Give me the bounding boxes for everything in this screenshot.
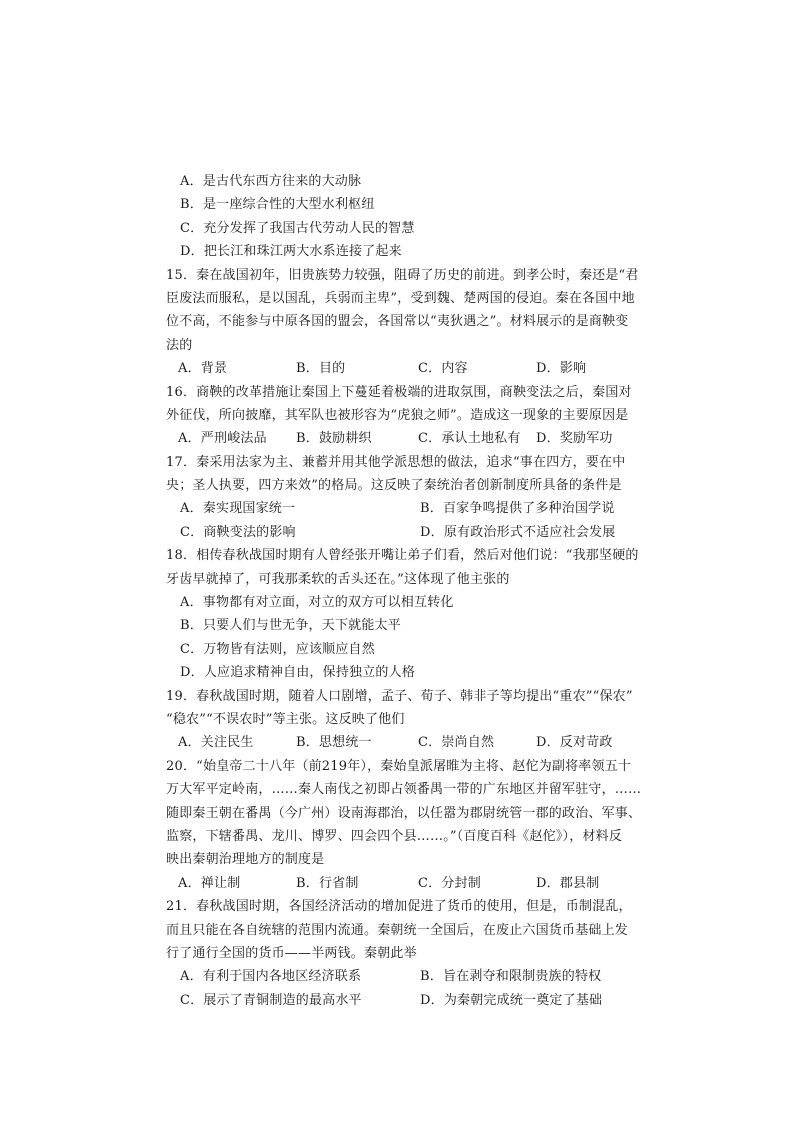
question-text-line: 21．春秋战国时期，各国经济活动的增加促进了货币的使用，但是，币制混乱， bbox=[166, 899, 632, 915]
option-b[interactable]: B．思想统一 bbox=[296, 735, 372, 751]
question-21-options-row-2 bbox=[166, 989, 636, 1012]
question-text-line: 法的 bbox=[166, 337, 193, 353]
question-text-line: 央；圣人执要，四方来效”的格局。这反映了秦统治者创新制度所具备的条件是 bbox=[166, 478, 622, 494]
option-c[interactable]: C．展示了青铜制造的最高水平 bbox=[180, 992, 362, 1008]
question-text-line: 17．秦采用法家为主、兼蓄并用其他学派思想的做法，追求“事在四方，要在中 bbox=[166, 454, 626, 470]
option-d[interactable]: D．人应追求精神自由，保持独立的人格 bbox=[180, 665, 416, 681]
option-d[interactable]: D．为秦朝完成统一奠定了基础 bbox=[420, 992, 603, 1008]
option-a[interactable]: A．事物都有对立面，对立的双方可以相互转化 bbox=[180, 595, 454, 611]
option-b[interactable]: B．目的 bbox=[296, 361, 346, 377]
question-20 bbox=[166, 755, 642, 895]
question-text-line: 位不高，不能参与中原各国的盟会，各国常以“夷狄遇之”。材料展示的是商鞅变 bbox=[166, 314, 629, 330]
option-a[interactable]: A．秦实现国家统一 bbox=[180, 501, 296, 517]
option-c[interactable]: C．崇尚自然 bbox=[418, 735, 495, 751]
option-c[interactable]: C．承认土地私有 bbox=[418, 431, 521, 447]
question-15-options bbox=[166, 357, 636, 380]
option-d[interactable]: D．把长江和珠江两大水系连接了起来 bbox=[180, 244, 402, 260]
option-c[interactable]: C．商鞅变法的影响 bbox=[180, 524, 296, 540]
question-text-line: 而且只能在各自统辖的范围内流通。秦朝统一全国后，在废止六国货币基础上发 bbox=[166, 922, 629, 938]
question-19 bbox=[166, 685, 636, 755]
question-19-options bbox=[166, 731, 636, 754]
question-14-options bbox=[166, 170, 636, 264]
option-b[interactable]: B．行省制 bbox=[296, 875, 359, 891]
option-d[interactable]: D．郡县制 bbox=[536, 875, 600, 891]
question-text-line: 牙齿早就掉了，可我那柔软的舌头还在。”这体现了他主张的 bbox=[166, 571, 510, 587]
option-a[interactable]: A．有利于国内各地区经济联系 bbox=[180, 969, 362, 985]
question-21 bbox=[166, 895, 636, 1012]
question-15 bbox=[166, 264, 639, 381]
question-text-line: 15．秦在战国初年，旧贵族势力较强，阻碍了历史的前进。到孝公时，秦还是“君 bbox=[166, 267, 639, 283]
option-d[interactable]: D．原有政治形式不适应社会发展 bbox=[420, 524, 616, 540]
question-17 bbox=[166, 451, 636, 545]
question-text-line: 臣废法而服私，是以国乱，兵弱而主卑”，受到魏、楚两国的侵迫。秦在各国中地 bbox=[166, 290, 635, 306]
option-a[interactable]: A．背景 bbox=[178, 361, 228, 377]
question-text-line: 外征伐，所向披靡，其军队也被形容为“虎狼之师”。造成这一现象的主要原因是 bbox=[166, 407, 629, 423]
question-text-line: 19．春秋战国时期，随着人口剧增，孟子、荀子、韩非子等均提出“重农”“保农” bbox=[166, 688, 633, 704]
question-text-line: 18．相传春秋战国时期有人曾经张开嘴让弟子们看，然后对他们说：“我那坚硬的 bbox=[166, 548, 639, 564]
option-d[interactable]: D．影响 bbox=[536, 361, 587, 377]
question-17-options-row-1 bbox=[166, 497, 636, 520]
option-b[interactable]: B．百家争鸣提供了多种治国学说 bbox=[420, 501, 615, 517]
option-c[interactable]: C．分封制 bbox=[418, 875, 481, 891]
option-b[interactable]: B．旨在剥夺和限制贵族的特权 bbox=[420, 969, 602, 985]
option-c[interactable]: C．万物皆有法则，应该顺应自然 bbox=[180, 641, 375, 657]
question-text-line: 万大军平定岭南，……秦人南伐之初即占领番禺一带的广东地区并留军驻守，…… bbox=[166, 782, 642, 798]
question-17-options-row-2 bbox=[166, 521, 636, 544]
option-a[interactable]: A．禅让制 bbox=[178, 875, 241, 891]
option-a[interactable]: A．是古代东西方往来的大动脉 bbox=[180, 174, 362, 189]
question-16-options bbox=[166, 427, 636, 450]
option-a[interactable]: A．关注民生 bbox=[178, 735, 254, 751]
exam-content bbox=[166, 170, 642, 1012]
question-text-line: 20．“始皇帝二十八年（前219年），秦始皇派屠睢为主将、赵佗为副将率领五十 bbox=[166, 758, 632, 774]
question-text-line: 监察，下辖番禺、龙川、博罗、四会四个县……。”（百度百科《赵佗》），材料反 bbox=[166, 828, 623, 844]
question-text-line: 行了通行全国的货币——半两钱。秦朝此举 bbox=[166, 945, 417, 961]
question-18 bbox=[166, 544, 639, 684]
question-text-line: 映出秦朝治理地方的制度是 bbox=[166, 852, 325, 868]
option-c[interactable]: C．内容 bbox=[418, 361, 468, 377]
option-a[interactable]: A．严刑峻法品 bbox=[178, 431, 267, 447]
question-text-line: 16．商鞅的改革措施让秦国上下蔓延着极端的进取氛围，商鞅变法之后，秦国对 bbox=[166, 384, 632, 400]
option-d[interactable]: D．奖励军功 bbox=[536, 431, 613, 447]
question-16 bbox=[166, 381, 636, 451]
question-20-options bbox=[166, 872, 636, 895]
question-text-line: “稳农”“不误农时”等主张。这反映了他们 bbox=[166, 711, 405, 727]
option-c[interactable]: C．充分发挥了我国古代劳动人民的智慧 bbox=[180, 220, 415, 236]
option-b[interactable]: B．只要人们与世无争，天下就能太平 bbox=[180, 618, 401, 634]
option-d[interactable]: D．反对苛政 bbox=[536, 735, 613, 751]
option-b[interactable]: B．鼓励耕织 bbox=[296, 431, 372, 447]
option-b[interactable]: B．是一座综合性的大型水利枢纽 bbox=[180, 197, 375, 213]
question-21-options-row-1 bbox=[166, 965, 636, 988]
question-text-line: 随即秦王朝在番禺（今广州）设南海郡治，以任嚣为郡尉统管一郡的政治、军事、 bbox=[166, 805, 642, 821]
